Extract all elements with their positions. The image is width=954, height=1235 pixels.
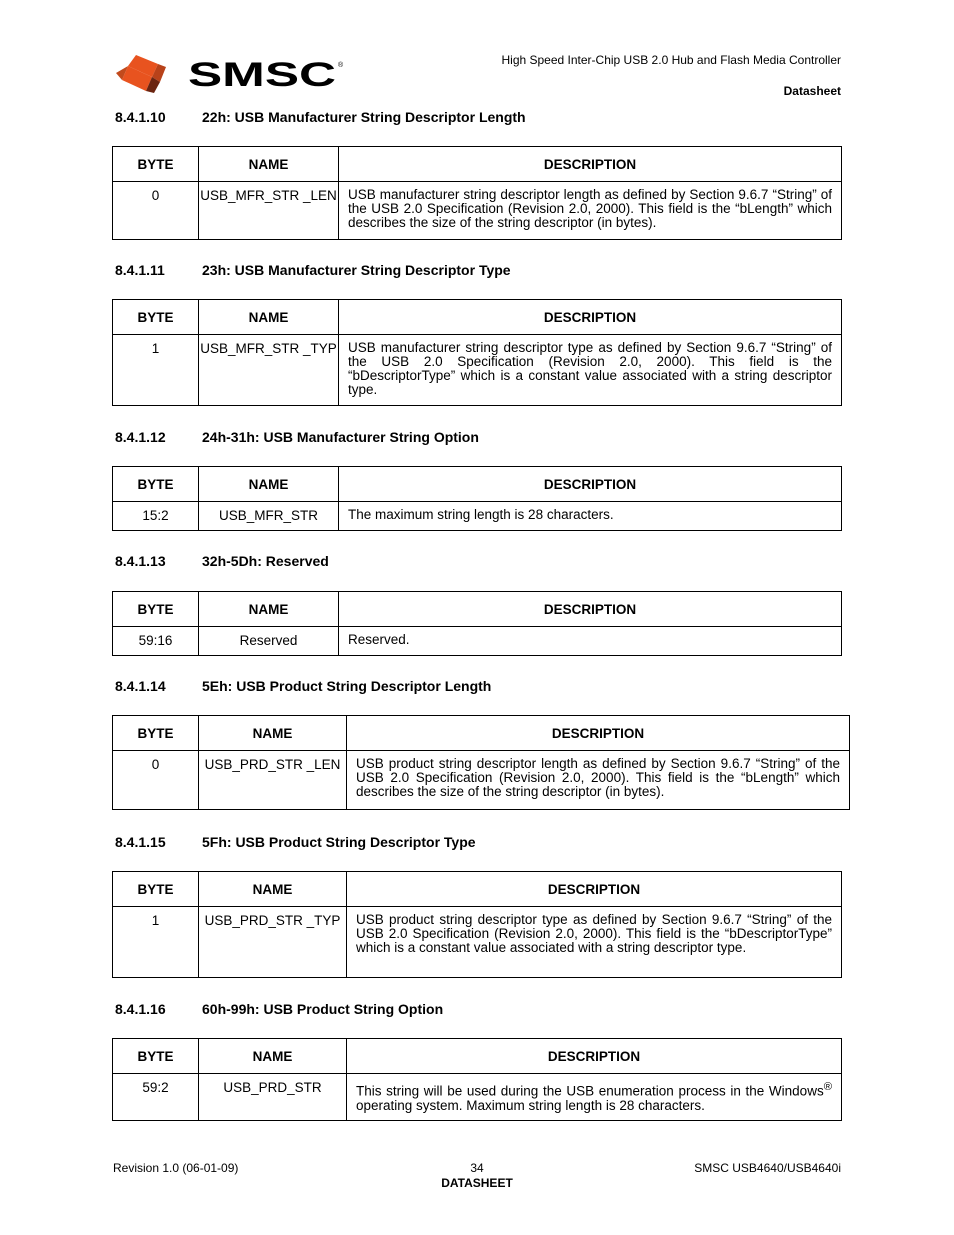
column-header-byte: BYTE bbox=[113, 716, 199, 751]
column-header-description: DESCRIPTION bbox=[347, 716, 850, 751]
table-row bbox=[113, 907, 842, 978]
table-header-row bbox=[113, 300, 842, 335]
svg-text:®: ® bbox=[338, 62, 344, 69]
byte-cell: 59:2 bbox=[113, 1074, 199, 1121]
table-row bbox=[113, 182, 842, 240]
table-row bbox=[113, 335, 842, 406]
column-header-description: DESCRIPTION bbox=[339, 467, 842, 502]
byte-cell: 1 bbox=[113, 907, 199, 978]
register-table bbox=[112, 299, 842, 406]
section-heading bbox=[115, 109, 526, 125]
description-cell: The maximum string length is 28 characters. bbox=[339, 502, 842, 531]
column-header-name: NAME bbox=[199, 467, 339, 502]
section-number: 8.4.1.14 bbox=[115, 678, 166, 694]
column-header-name: NAME bbox=[199, 147, 339, 182]
column-header-description: DESCRIPTION bbox=[339, 592, 842, 627]
section-heading bbox=[115, 553, 329, 569]
name-cell: Reserved bbox=[199, 627, 339, 656]
section-number: 8.4.1.12 bbox=[115, 429, 166, 445]
table-header-row bbox=[113, 147, 842, 182]
section-title: 60h-99h: USB Product String Option bbox=[202, 1001, 444, 1017]
column-header-description: DESCRIPTION bbox=[347, 872, 842, 907]
section-heading bbox=[115, 429, 479, 445]
column-header-byte: BYTE bbox=[113, 467, 199, 502]
column-header-byte: BYTE bbox=[113, 592, 199, 627]
section-title: 24h-31h: USB Manufacturer String Option bbox=[202, 429, 479, 445]
table-header-row bbox=[113, 872, 842, 907]
column-header-description: DESCRIPTION bbox=[347, 1039, 842, 1074]
column-header-byte: BYTE bbox=[113, 300, 199, 335]
table-header-row bbox=[113, 592, 842, 627]
name-cell: USB_PRD_STR bbox=[199, 1074, 347, 1121]
section-heading bbox=[115, 678, 491, 694]
description-cell: USB manufacturer string descriptor type as defined by Section 9.6.7 “String” of the USB 2.0 Specification (Revision 2.0, 2000). This field is the “bDescriptorType” which is a constant value associated with a string descriptor type. bbox=[339, 335, 842, 406]
document-type: Datasheet bbox=[783, 84, 841, 98]
table-header-row bbox=[113, 716, 850, 751]
section-number: 8.4.1.10 bbox=[115, 109, 166, 125]
register-table bbox=[112, 591, 842, 656]
section-title: 5Fh: USB Product String Descriptor Type bbox=[202, 834, 476, 850]
footer-product: SMSC USB4640/USB4640i bbox=[694, 1161, 841, 1175]
description-cell: USB product string descriptor type as defined by Section 9.6.7 “String” of the USB 2.0 Specification (Revision 2.0, 2000). This field is the “bDescriptorType” which is a constant value associated with a string descriptor type. bbox=[347, 907, 842, 978]
byte-cell: 15:2 bbox=[113, 502, 199, 531]
register-table bbox=[112, 715, 850, 810]
register-table bbox=[112, 146, 842, 240]
column-header-name: NAME bbox=[199, 716, 347, 751]
table-row bbox=[113, 751, 850, 810]
section-number: 8.4.1.13 bbox=[115, 553, 166, 569]
section-number: 8.4.1.15 bbox=[115, 834, 166, 850]
section-title: 22h: USB Manufacturer String Descriptor Length bbox=[202, 109, 526, 125]
column-header-byte: BYTE bbox=[113, 872, 199, 907]
column-header-byte: BYTE bbox=[113, 1039, 199, 1074]
description-cell: Reserved. bbox=[339, 627, 842, 656]
table-row bbox=[113, 502, 842, 531]
section-heading bbox=[115, 1001, 443, 1017]
description-cell: USB manufacturer string descriptor length as defined by Section 9.6.7 “String” of the USB 2.0 Specification (Revision 2.0, 2000). This field is the “bLength” which describes the size of the string descriptor (in bytes). bbox=[339, 182, 842, 240]
register-table bbox=[112, 466, 842, 531]
description-text: operating system. Maximum string length is 28 characters. bbox=[356, 1097, 705, 1113]
svg-text:SMSC: SMSC bbox=[188, 56, 336, 94]
document-title: High Speed Inter-Chip USB 2.0 Hub and Flash Media Controller bbox=[501, 53, 841, 67]
page-number: 34 bbox=[470, 1161, 484, 1175]
byte-cell: 59:16 bbox=[113, 627, 199, 656]
section-title: 23h: USB Manufacturer String Descriptor Type bbox=[202, 262, 511, 278]
name-cell: USB_PRD_STR _LEN bbox=[199, 751, 347, 810]
description-text: This string will be used during the USB enumeration process in the Windows bbox=[356, 1083, 824, 1099]
byte-cell: 0 bbox=[113, 751, 199, 810]
name-cell: USB_MFR_STR _TYP bbox=[199, 335, 339, 406]
name-cell: USB_PRD_STR _TYP bbox=[199, 907, 347, 978]
register-table bbox=[112, 871, 842, 978]
name-cell: USB_MFR_STR _LEN bbox=[199, 182, 339, 240]
description-cell bbox=[347, 1074, 842, 1121]
table-header-row bbox=[113, 1039, 842, 1074]
column-header-name: NAME bbox=[199, 872, 347, 907]
description-cell: USB product string descriptor length as defined by Section 9.6.7 “String” of the USB 2.0 Specification (Revision 2.0, 2000). This field is the “bLength” which describes the size of the string descriptor (in bytes). bbox=[347, 751, 850, 810]
table-row bbox=[113, 627, 842, 656]
column-header-byte: BYTE bbox=[113, 147, 199, 182]
section-number: 8.4.1.11 bbox=[115, 262, 165, 278]
column-header-description: DESCRIPTION bbox=[339, 300, 842, 335]
table-header-row bbox=[113, 467, 842, 502]
table-row bbox=[113, 1074, 842, 1121]
section-heading bbox=[115, 834, 476, 850]
footer-revision: Revision 1.0 (06-01-09) bbox=[113, 1161, 239, 1175]
column-header-name: NAME bbox=[199, 300, 339, 335]
section-title: 5Eh: USB Product String Descriptor Length bbox=[202, 678, 492, 694]
footer-label: DATASHEET bbox=[441, 1176, 513, 1190]
section-heading bbox=[115, 262, 511, 278]
byte-cell: 0 bbox=[113, 182, 199, 240]
name-cell: USB_MFR_STR bbox=[199, 502, 339, 531]
column-header-description: DESCRIPTION bbox=[339, 147, 842, 182]
byte-cell: 1 bbox=[113, 335, 199, 406]
column-header-name: NAME bbox=[199, 592, 339, 627]
column-header-name: NAME bbox=[199, 1039, 347, 1074]
section-number: 8.4.1.16 bbox=[115, 1001, 166, 1017]
register-table bbox=[112, 1038, 842, 1121]
section-title: 32h-5Dh: Reserved bbox=[202, 553, 329, 569]
smsc-logo bbox=[114, 53, 346, 95]
registered-mark: ® bbox=[823, 1081, 832, 1093]
